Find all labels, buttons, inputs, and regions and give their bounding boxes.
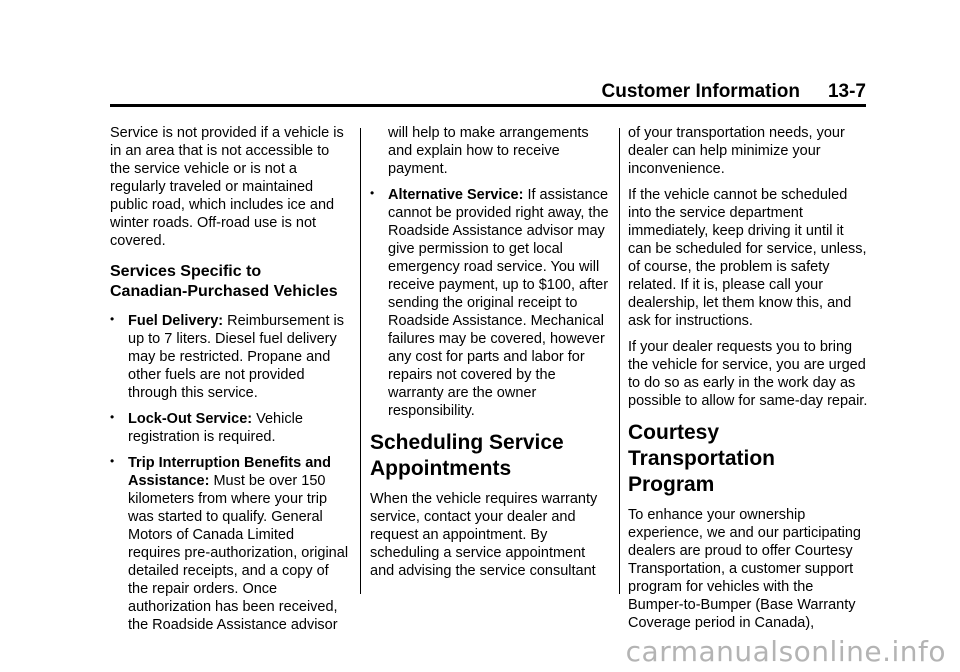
continued-text: will help to make arrangements and explain how to receive payment. bbox=[388, 125, 589, 177]
column-divider-2 bbox=[619, 128, 620, 594]
bullet-lock-out bbox=[110, 410, 350, 446]
watermark: carmanualsonline.info bbox=[625, 635, 946, 668]
paragraph-early-service: If your dealer requests you to bring the vehicle for service, you are urged to do so as early in the work day as possible to allow for same-day repair. bbox=[628, 339, 868, 409]
column-3 bbox=[628, 124, 868, 640]
page-number: 13-7 bbox=[827, 81, 866, 102]
bullet-icon: • bbox=[370, 186, 375, 200]
heading-courtesy-transportation: Courtesy Transportation Program bbox=[628, 421, 776, 496]
paragraph-courtesy: To enhance your ownership experience, we and our participating dealers are proud to offer Courtesy Transportation, a customer support program for vehicles with the Bumper-to-Bumper (Base Warranty Coverage period in Canada), bbox=[628, 507, 861, 631]
bullet-text: Reimbursement is up to 7 liters. Diesel fuel delivery may be restricted. Propane and other fuels are not provided through this service. bbox=[128, 313, 344, 401]
header-rule bbox=[110, 104, 866, 107]
bullet-icon: • bbox=[110, 410, 115, 424]
intro-paragraph: Service is not provided if a vehicle is in an area that is not accessible to the service vehicle or is not a regularly traveled or maintained public road, which includes ice and winter roads. Off-road use is not covered. bbox=[110, 125, 344, 249]
bullet-label: Trip Interruption Benefits and Assistance: bbox=[128, 455, 332, 489]
column-2 bbox=[370, 124, 610, 588]
bullet-text: Must be over 150 kilometers from where your trip was started to qualify. General Motors of Canada Limited requires pre-authorization, original detailed receipts, and a copy of the repair orders. Once authorization has been received, the Roadside Assistance advisor bbox=[128, 473, 349, 633]
section-title: Customer Information bbox=[601, 81, 800, 102]
column-1 bbox=[110, 124, 350, 642]
subheading-canadian-services: Services Specific to Canadian-Purchased Vehicles bbox=[110, 263, 338, 300]
bullet-icon: • bbox=[110, 454, 115, 468]
bullet-text: If assistance cannot be provided right away, the Roadside Assistance advisor may give permission to get local emergency road service. You will receive payment, up to $100, after sending the original receipt to Roadside Assistance. Mechanical failures may be covered, however any cost for parts and labor for repairs not covered by the warranty are the owner responsibility. bbox=[388, 187, 609, 419]
paragraph-transport-needs: of your transportation needs, your dealer can help minimize your inconvenience. bbox=[628, 125, 845, 177]
bullet-icon: • bbox=[110, 312, 115, 326]
heading-scheduling: Scheduling Service Appointments bbox=[370, 431, 564, 480]
page-header bbox=[110, 80, 866, 104]
bullet-label: Lock-Out Service: bbox=[128, 411, 253, 427]
bullet-trip-interruption bbox=[110, 454, 350, 634]
column-divider-1 bbox=[360, 128, 361, 594]
bullet-fuel-delivery bbox=[110, 312, 350, 402]
paragraph-cannot-schedule: If the vehicle cannot be scheduled into the service department immediately, keep driving it until it can be scheduled for service, unless, of course, the problem is safety related. If it is, please call your dealership, let them know this, and ask for instructions. bbox=[628, 187, 867, 329]
bullet-label: Fuel Delivery: bbox=[128, 313, 224, 329]
bullet-alternative-service bbox=[370, 186, 610, 420]
scheduling-paragraph: When the vehicle requires warranty service, contact your dealer and request an appointment. By scheduling a service appointment and advising the service consultant bbox=[370, 491, 598, 579]
bullet-label: Alternative Service: bbox=[388, 187, 524, 203]
bullet-continued bbox=[370, 124, 610, 178]
bullet-text: Vehicle registration is required. bbox=[128, 411, 303, 445]
